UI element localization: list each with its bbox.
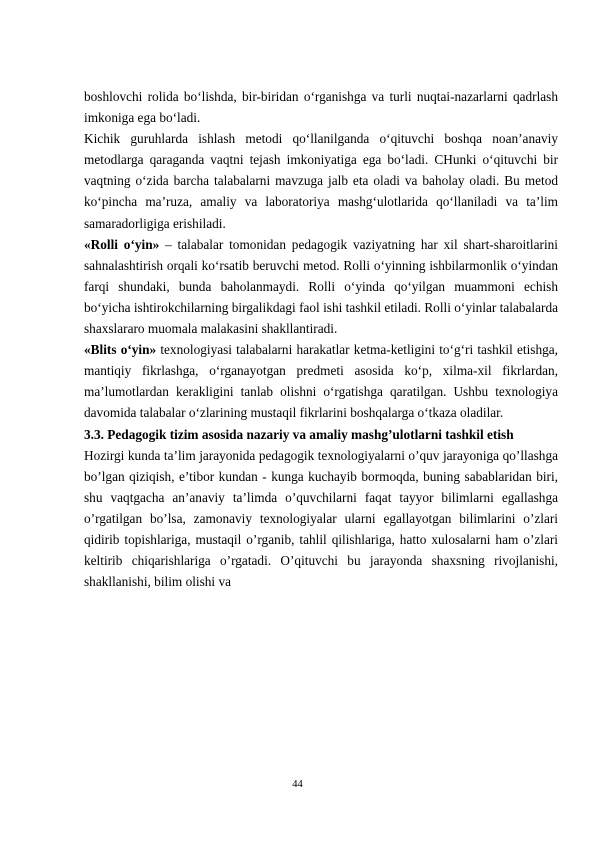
- paragraph-group-work-benefits: boshlovchi rolida bo‘lishda, bir-biridan o‘rganishga va turli nuqtai-nazarlarni qadrlash imkoniga ega bo‘ladi.: [84, 89, 558, 126]
- role-play-description: – talabalar tomonidan pedagogik vaziyatning har xil shart-sharoitlarini sahnalashtirish orqali ko‘rsatib beruvchi metod. Rolli o‘yinning ishbilarmonlik o‘yindan farqi shundaki, bunda baholanmaydi. Rolli o‘yinda qo‘yilgan muammoni echish bo‘yicha ishtirokchilarning birgalikdagi faol ishi tashkil etiladi. Rolli o‘yinlar talabalarda shaxslararo muomala malakasini shakllantiradi.: [84, 236, 558, 337]
- paragraph-role-play: [84, 234, 558, 339]
- page-number: 44: [292, 779, 303, 790]
- section-heading: 3.3. Pedagogik tizim asosida nazariy va amaliy mashg’ulotlarni tashkil etish: [84, 426, 514, 442]
- document-page: [84, 86, 558, 592]
- blitz-game-term: «Blits o‘yin»: [84, 342, 157, 358]
- paragraph-blitz-game: [84, 339, 558, 423]
- paragraph-pedagogical-technologies: Hozirgi kunda ta’lim jarayonida pedagogik texnologiyalarni o’quv jarayoniga qo’llashga bo’lgan qiziqish, e’tibor kundan - kunga kuchayib bormoqda, buning sabablaridan biri, shu vaqtgacha an’anaviy ta’limda o’quvchilarni faqat tayyor bilimlarni egallashga o’rgatilgan bo’lsa, zamonaviy texnologiyalar ularni egallayotgan bilimlarini o’zlari qidirib topishlariga, mustaqil o’rganib, tahlil qilishlariga, hatto xulosalarni ham o’zlari keltirib chiqarishlariga o’rgatadi. O’qituvchi bu jarayonda shaxsning rivojlanishi, shakllanishi, bilim olishi va: [84, 447, 558, 590]
- role-play-term: «Rolli o‘yin»: [84, 236, 160, 252]
- blitz-game-description: texnologiyasi talabalarni harakatlar ketma-ketligini to‘g‘ri tashkil etishga, mantiqiy fikrlashga, o‘rganayotgan predmeti asosida ko‘p, xilma-xil fikrlardan, ma’lumotlardan kerakligini tanlab olishni o‘rgatishga qaratilgan. Ushbu texnologiya davomida talabalar o‘zlarining mustaqil fikrlarini boshqalarga o‘tkaza oladilar.: [84, 342, 558, 421]
- paragraph-small-groups-method: Kichik guruhlarda ishlash metodi qo‘llanilganda o‘qituvchi boshqa noan’anaviy metodlarga qaraganda vaqtni tejash imkoniyatiga ega bo‘ladi. CHunki o‘qituvchi bir vaqtning o‘zida barcha talabalarni mavzuga jalb eta oladi va baholay oladi. Bu metod ko‘pincha ma’ruza, amaliy va laboratoriya mashg‘ulotlarida qo‘llaniladi va ta’lim samaradorligiga erishiladi.: [84, 131, 558, 231]
